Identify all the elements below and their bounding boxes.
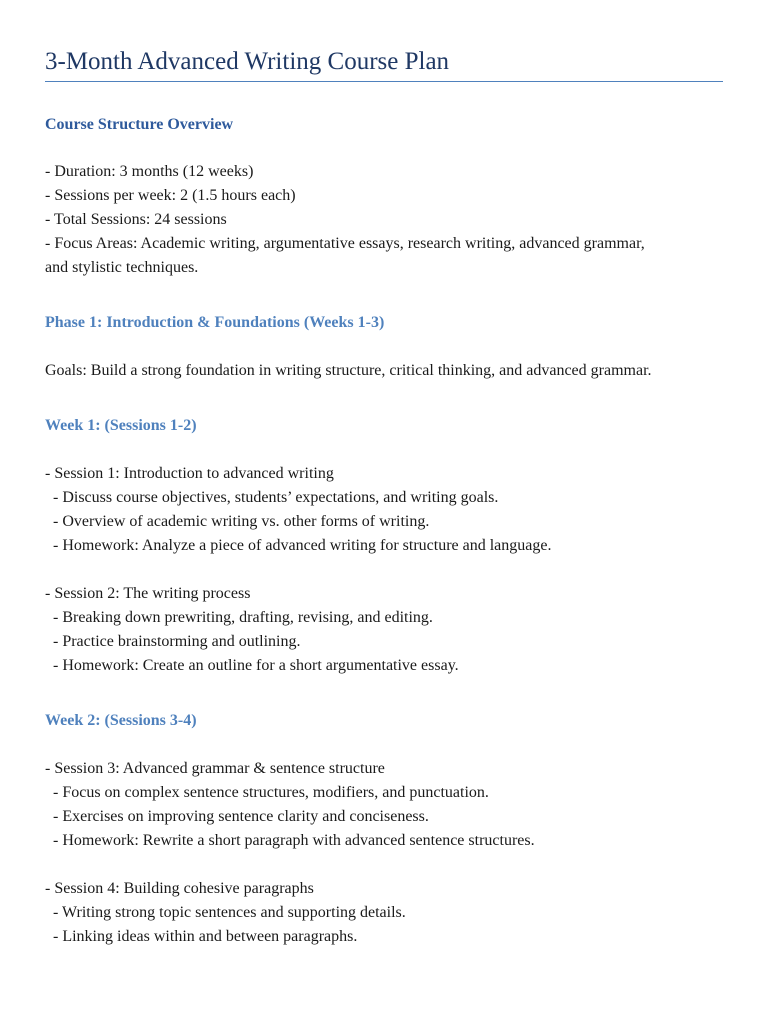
overview-line: - Sessions per week: 2 (1.5 hours each) — [45, 187, 296, 204]
session-bullet: - Writing strong topic sentences and supporting details. — [45, 904, 406, 921]
session-bullet: - Homework: Rewrite a short paragraph with advanced sentence structures. — [45, 832, 535, 849]
title-divider — [45, 81, 723, 82]
session-bullet: - Overview of academic writing vs. other forms of writing. — [45, 513, 430, 530]
overview-line: - Duration: 3 months (12 weeks) — [45, 163, 254, 180]
session-title: - Session 2: The writing process — [45, 585, 251, 602]
session-bullet: - Discuss course objectives, students’ expectations, and writing goals. — [45, 489, 499, 506]
session-bullet: - Linking ideas within and between paragraphs. — [45, 928, 358, 945]
session-bullet: - Focus on complex sentence structures, modifiers, and punctuation. — [45, 784, 489, 801]
phase1-heading: Phase 1: Introduction & Foundations (Weeks 1-3) — [45, 314, 385, 331]
session-bullet: - Practice brainstorming and outlining. — [45, 633, 301, 650]
session-bullet: - Homework: Analyze a piece of advanced writing for structure and language. — [45, 537, 552, 554]
session-bullet: - Homework: Create an outline for a short argumentative essay. — [45, 657, 459, 674]
phase1-goals: Goals: Build a strong foundation in writing structure, critical thinking, and advanced grammar. — [45, 362, 652, 379]
session-bullet: - Breaking down prewriting, drafting, revising, and editing. — [45, 609, 433, 626]
week1-heading: Week 1: (Sessions 1-2) — [45, 417, 197, 434]
session-bullet: - Exercises on improving sentence clarity and conciseness. — [45, 808, 429, 825]
week2-heading: Week 2: (Sessions 3-4) — [45, 712, 197, 729]
overview-line: and stylistic techniques. — [45, 259, 199, 276]
overview-heading: Course Structure Overview — [45, 116, 234, 133]
overview-line: - Total Sessions: 24 sessions — [45, 211, 227, 228]
overview-line: - Focus Areas: Academic writing, argumentative essays, research writing, advanced grammar, — [45, 235, 645, 252]
session-title: - Session 3: Advanced grammar & sentence structure — [45, 760, 385, 777]
session-title: - Session 4: Building cohesive paragraphs — [45, 880, 314, 897]
document-title: 3-Month Advanced Writing Course Plan — [45, 48, 450, 75]
session-title: - Session 1: Introduction to advanced writing — [45, 465, 334, 482]
